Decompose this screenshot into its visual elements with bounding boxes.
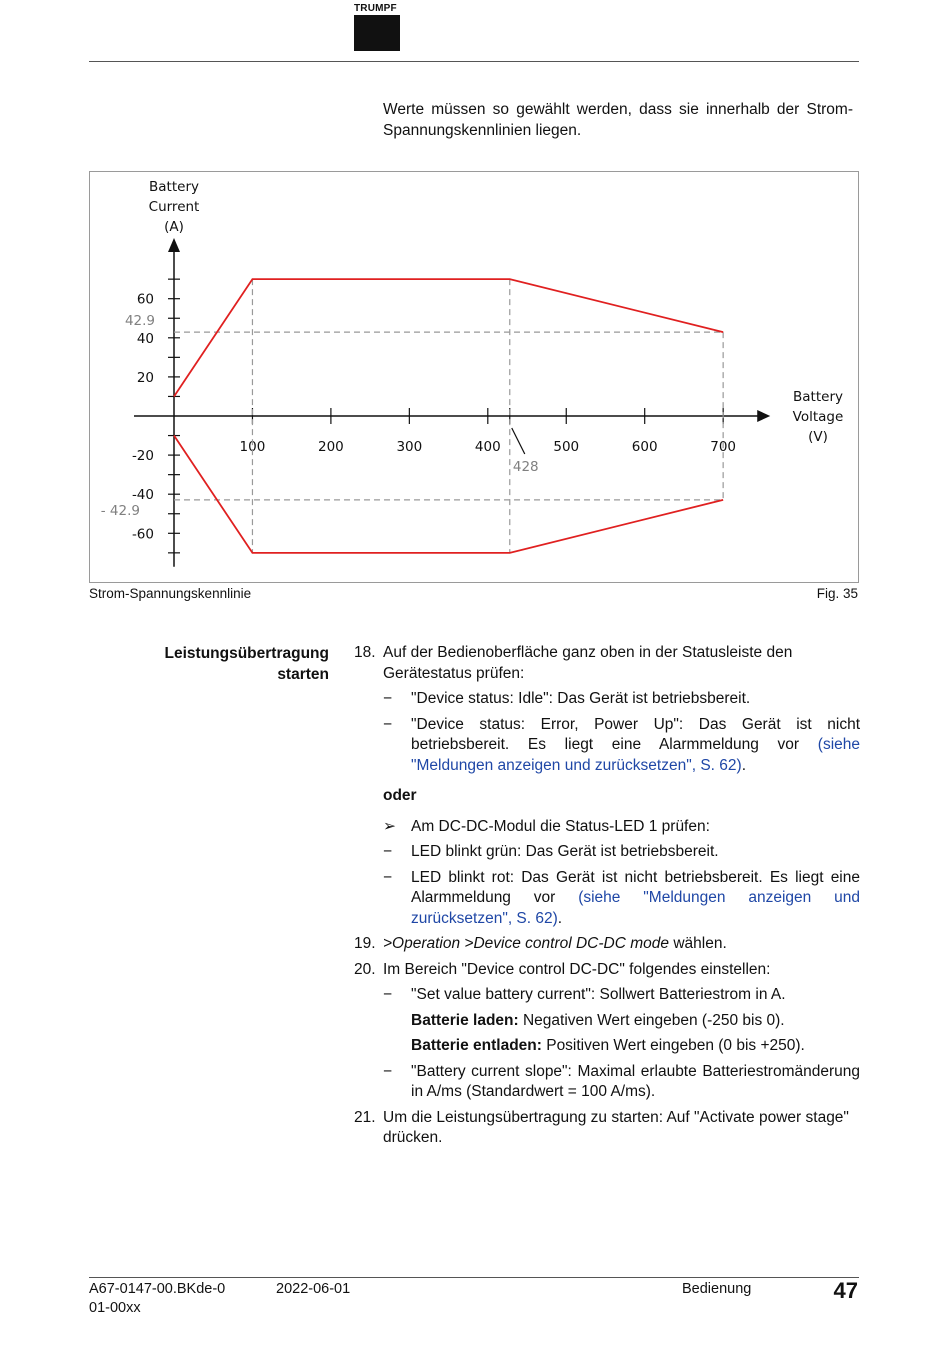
list-item-text: "Device status: Error, Power Up": Das Gerät ist nicht betriebsbereit. Es liegt eine Alarmmeldung vor: [411, 715, 860, 753]
series-line: [174, 279, 723, 396]
list-item: [354, 985, 860, 1006]
y-axis-arrow: [168, 238, 180, 252]
y-tick-label: -40: [131, 487, 154, 504]
figure-frame: [89, 171, 859, 583]
list-item-end: .: [557, 909, 563, 927]
y-tick-label: -60: [131, 526, 154, 543]
list-item-text: LED blinkt rot: Das Gerät ist nicht betriebsbereit. Es liegt eine Alarmmeldung vor: [411, 868, 860, 906]
step-text: Um die Leistungsübertragung zu starten: Auf "Activate power stage" drücken.: [383, 1108, 849, 1146]
cross-reference-link[interactable]: (siehe "Meldungen anzeigen und zurücksetzen", S. 62): [411, 889, 860, 927]
step-number: 18.: [354, 644, 376, 661]
x-axis-label: (V): [808, 429, 828, 445]
intro-paragraph: Werte müssen so gewählt werden, dass sie innerhalb der Strom-Spannungskennlinien liegen.: [383, 101, 853, 139]
instruction-list: [354, 643, 860, 1154]
list-item-text: "Battery current slope": Maximal erlaubte Batteriestromänderung in A/ms (Standardwert = 100 A/ms).: [411, 1062, 860, 1100]
characteristic-chart: [90, 172, 858, 582]
y-axis-label: Current: [148, 199, 200, 215]
dash-bullet: −: [383, 843, 393, 860]
footer-chapter: Bedienung: [682, 1281, 752, 1297]
list-item: [354, 1062, 860, 1103]
annotation-label: 428: [512, 459, 539, 475]
arrow-bullet: ➢: [383, 817, 396, 835]
list-item-text: "Device status: Idle": Das Gerät ist betriebsbereit.: [411, 690, 751, 707]
step-text: wählen.: [669, 935, 727, 952]
list-item-end: .: [741, 756, 746, 774]
x-tick-label: 500: [553, 439, 580, 455]
step-number: 20.: [354, 960, 376, 978]
y-axis-label: Battery: [149, 179, 199, 195]
check-item-text: Am DC-DC-Modul die Status-LED 1 prüfen:: [411, 817, 710, 835]
header-rule: [89, 61, 859, 62]
setting-label: Batterie entladen:: [411, 1037, 542, 1054]
step-19: [354, 934, 860, 955]
annotation-label: 42.9: [124, 313, 155, 330]
footer-date: 2022-06-01: [276, 1281, 351, 1297]
oder-label: oder: [383, 787, 417, 804]
x-axis-label: Voltage: [792, 409, 844, 425]
y-axis-label: (A): [164, 219, 184, 235]
dash-bullet: −: [383, 690, 393, 707]
y-tick-label: 20: [136, 369, 154, 386]
document-id-line1: A67-0147-00.BKde-0: [89, 1281, 226, 1297]
figure-caption: Strom-Spannungskennlinie: [89, 586, 252, 601]
dash-bullet: −: [383, 715, 393, 733]
section-heading: [110, 643, 329, 685]
step-number: 19.: [354, 935, 376, 952]
setting-detail: [354, 1011, 860, 1032]
y-tick-label: 40: [136, 330, 154, 347]
dash-bullet: −: [383, 1062, 393, 1080]
setting-text: Negativen Wert eingeben (-250 bis 0).: [518, 1011, 785, 1029]
list-item: [354, 689, 860, 710]
y-tick-label: 60: [136, 291, 154, 308]
document-id-line2: 01-00xx: [89, 1300, 141, 1316]
list-item-text: "Set value battery current": Sollwert Batteriestrom in A.: [411, 986, 786, 1003]
cross-reference-link[interactable]: (siehe "Meldungen anzeigen und zurücksetzen", S. 62): [411, 736, 860, 774]
list-item: [354, 715, 860, 777]
section-heading-line1: Leistungsübertragung: [164, 645, 329, 662]
x-tick-label: 700: [710, 439, 737, 455]
x-axis-arrow: [757, 410, 770, 422]
menu-path: >Operation >Device control DC-DC mode: [383, 935, 670, 952]
list-item-text: LED blinkt grün: Das Gerät ist betriebsbereit.: [411, 843, 719, 860]
document-id: [89, 1280, 225, 1318]
logo-text: TRUMPF: [354, 3, 397, 14]
figure-number: Fig. 35: [816, 586, 858, 601]
logo-block: [354, 15, 400, 51]
annotation-leader: [512, 428, 525, 454]
list-item: [354, 842, 860, 863]
x-tick-label: 100: [239, 439, 266, 455]
dash-bullet: −: [383, 868, 393, 886]
step-20: [354, 960, 860, 981]
x-tick-label: 200: [318, 439, 344, 455]
step-text: Im Bereich "Device control DC-DC" folgendes einstellen:: [383, 960, 771, 978]
setting-label: Batterie laden:: [411, 1011, 519, 1029]
annotation-label: - 42.9: [100, 502, 140, 519]
dash-bullet: −: [383, 986, 393, 1003]
page-number: 47: [833, 1278, 858, 1303]
step-number: 21.: [354, 1108, 376, 1126]
section-heading-line2: starten: [277, 666, 329, 683]
setting-text: Positiven Wert eingeben (0 bis +250).: [541, 1037, 805, 1054]
x-tick-label: 600: [631, 439, 658, 455]
list-item: [354, 868, 860, 930]
footer-rule: [89, 1277, 859, 1278]
check-item: [354, 817, 860, 838]
step-21: [354, 1108, 860, 1149]
step-text: Auf der Bedienoberfläche ganz oben in der Statusleiste den Gerätestatus prüfen:: [383, 644, 793, 682]
step-18: [354, 643, 860, 684]
x-tick-label: 300: [396, 439, 423, 455]
setting-detail: [354, 1036, 860, 1057]
x-axis-label: Battery: [793, 389, 843, 405]
y-tick-label: -20: [131, 448, 154, 465]
x-tick-label: 400: [474, 439, 501, 455]
